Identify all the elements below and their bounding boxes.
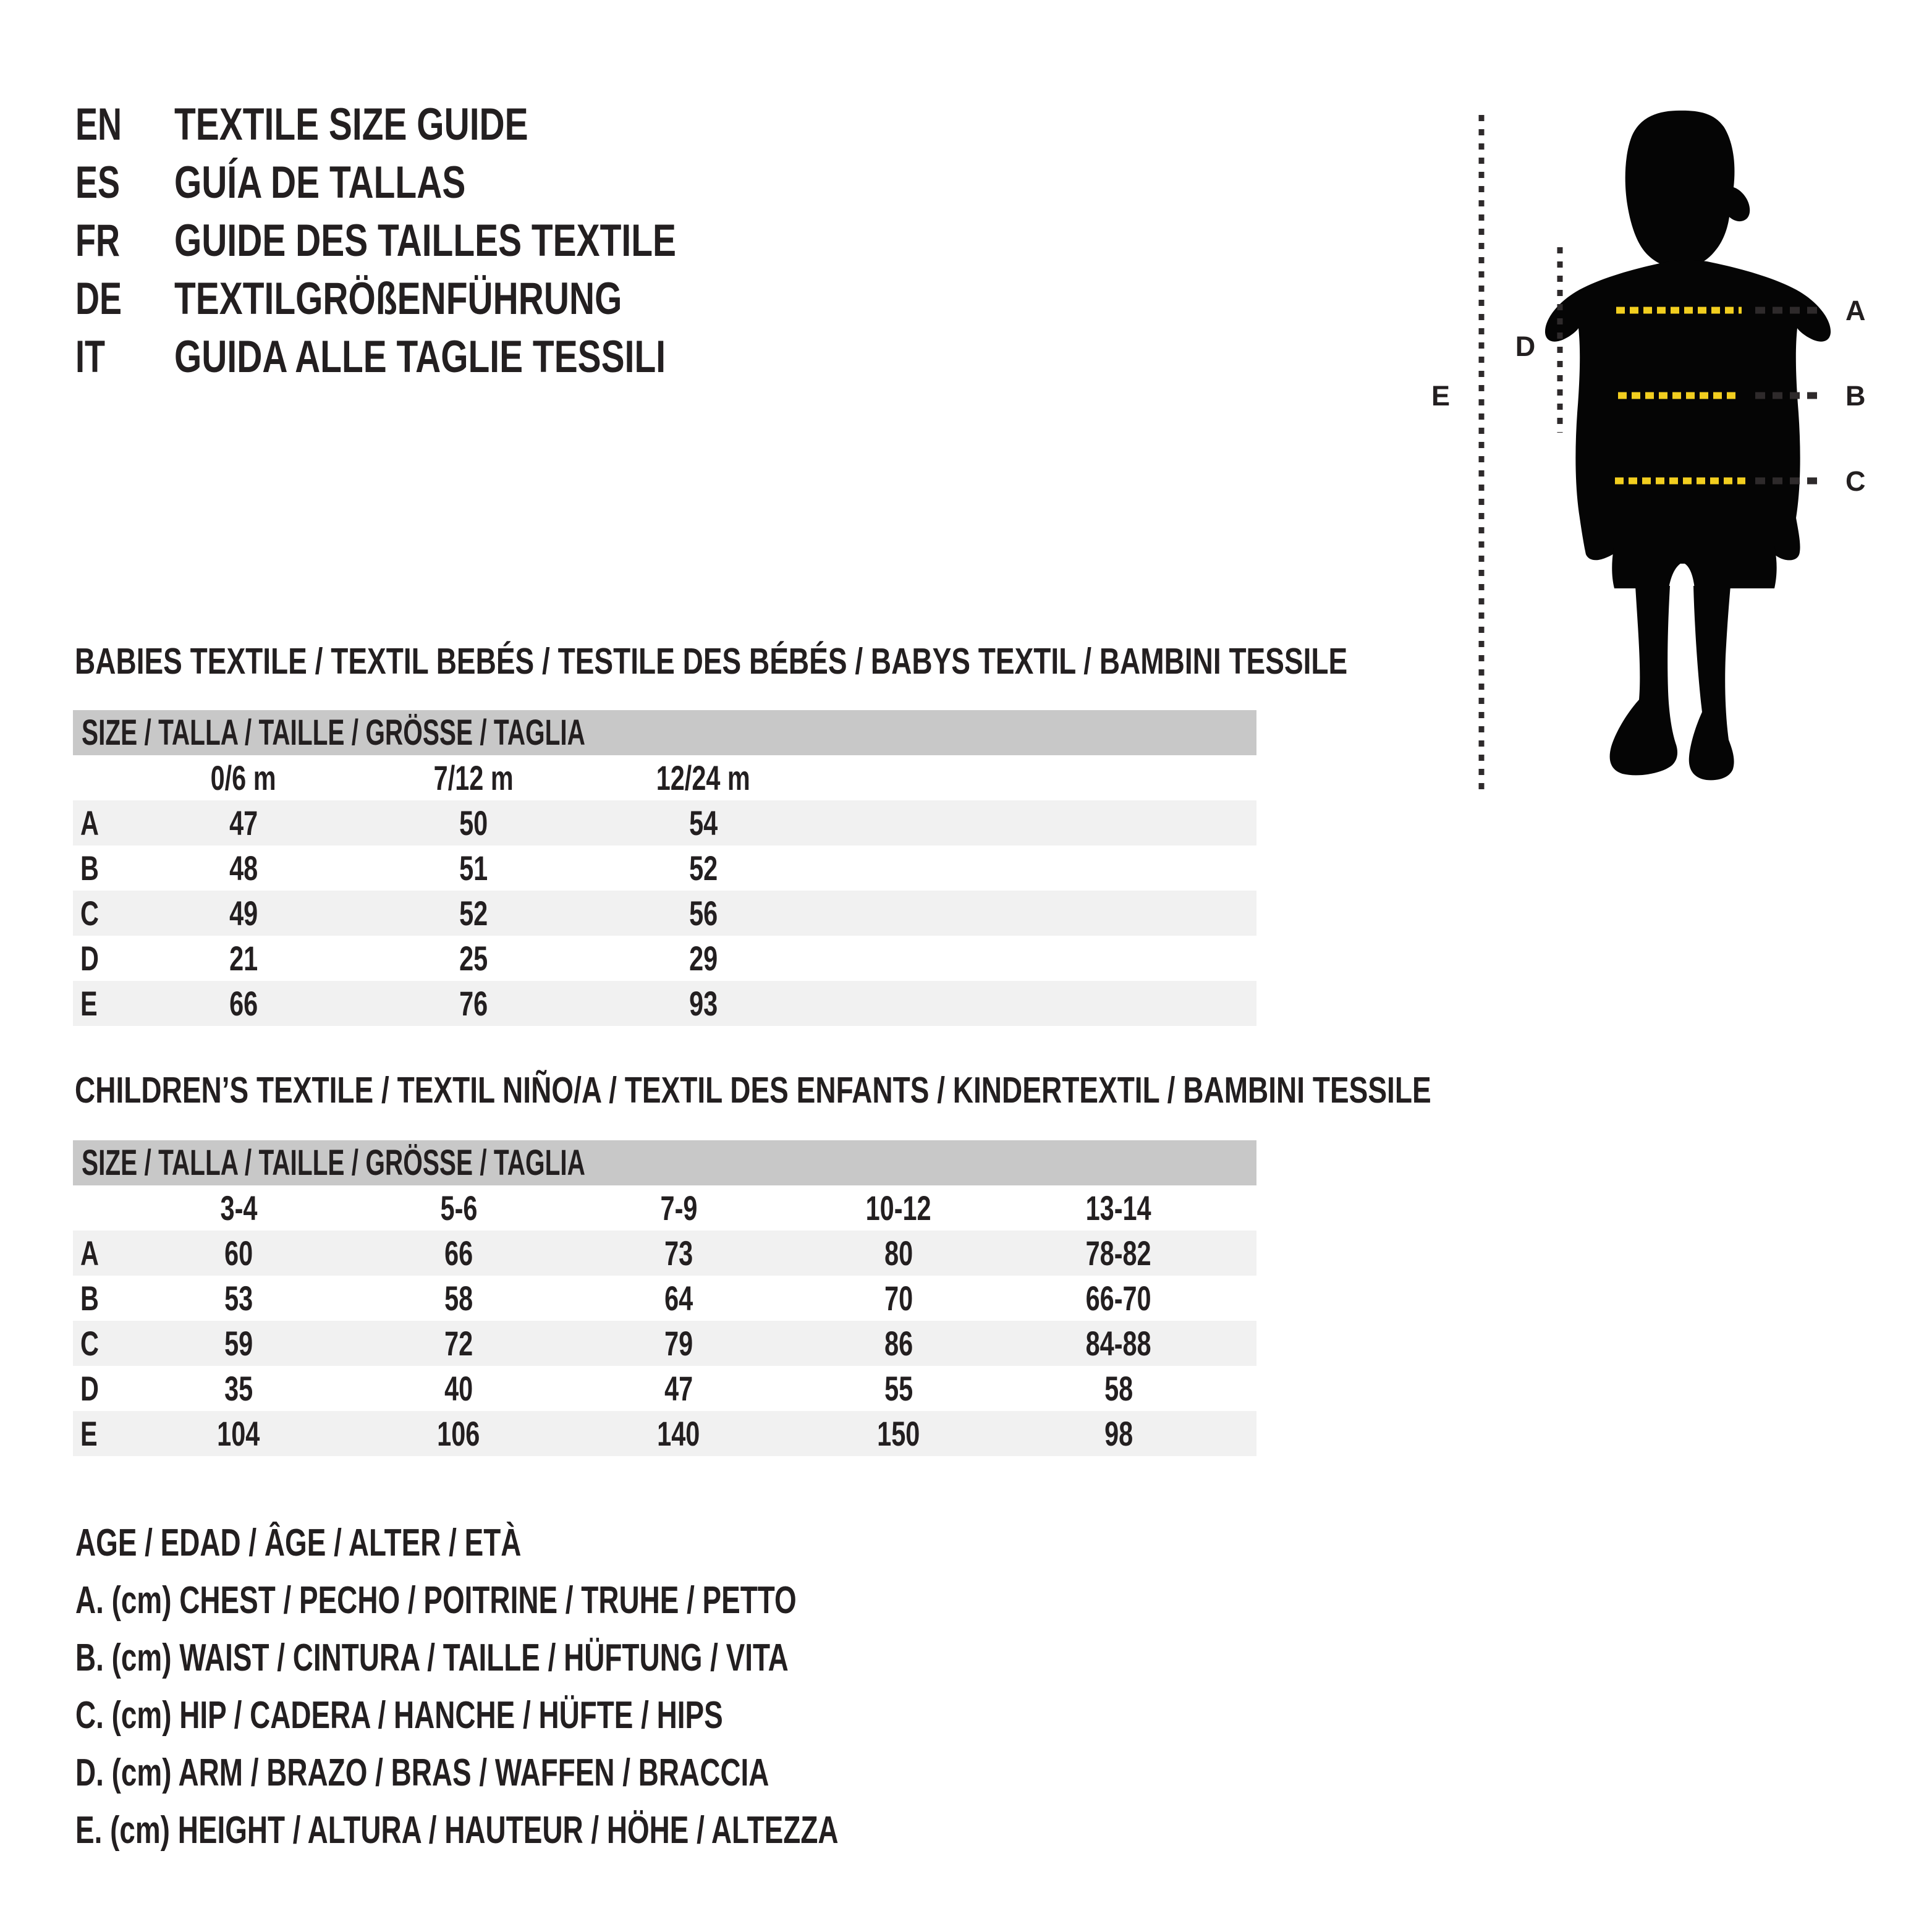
row-label: E bbox=[80, 983, 98, 1023]
child-silhouette-shorts bbox=[1612, 544, 1776, 588]
cell-value: 86 bbox=[884, 1323, 913, 1363]
language-code: IT bbox=[75, 332, 106, 382]
child-silhouette-right-leg bbox=[1689, 586, 1734, 780]
language-code: ES bbox=[75, 158, 121, 208]
cell-value: 21 bbox=[229, 938, 258, 978]
cell-value: 49 bbox=[229, 893, 258, 933]
table-row bbox=[73, 1231, 1256, 1276]
row-label: D bbox=[80, 1368, 99, 1408]
children-size-header-bar bbox=[73, 1140, 1256, 1185]
row-label: D bbox=[80, 938, 99, 978]
cell-value: 47 bbox=[229, 803, 258, 842]
child-silhouette-torso bbox=[1545, 260, 1831, 564]
row-label: B bbox=[80, 1278, 99, 1318]
children-size-header-text: SIZE / TALLA / TAILLE / GRÖSSE / TAGLIA bbox=[82, 1143, 585, 1183]
table-row bbox=[73, 800, 1256, 845]
cell-value: 76 bbox=[459, 983, 488, 1023]
cell-value: 150 bbox=[877, 1413, 920, 1453]
cell-value: 78-82 bbox=[1085, 1233, 1151, 1273]
measure-label-d: D bbox=[1515, 331, 1536, 362]
language-code: EN bbox=[75, 100, 122, 150]
column-header: 5-6 bbox=[440, 1188, 477, 1227]
babies-column-header-row bbox=[73, 755, 1256, 800]
table-row bbox=[73, 1411, 1256, 1456]
measure-label-b: B bbox=[1845, 380, 1866, 412]
cell-value: 50 bbox=[459, 803, 488, 842]
column-header: 13-14 bbox=[1085, 1188, 1151, 1227]
cell-value: 60 bbox=[224, 1233, 253, 1273]
legend-row-age: AGE / EDAD / ÂGE / ALTER / ETÀ bbox=[75, 1522, 522, 1564]
table-row bbox=[73, 891, 1256, 936]
column-header: 3-4 bbox=[220, 1188, 257, 1227]
measure-label-e: E bbox=[1431, 380, 1451, 412]
cell-value: 59 bbox=[224, 1323, 253, 1363]
cell-value: 52 bbox=[688, 848, 718, 888]
row-label: C bbox=[80, 893, 99, 933]
legend-row-hip: C. (cm) HIP / CADERA / HANCHE / HÜFTE / HIPS bbox=[75, 1694, 723, 1737]
column-header: 0/6 m bbox=[211, 758, 276, 797]
language-title: TEXTILE SIZE GUIDE bbox=[174, 100, 528, 150]
table-row bbox=[73, 845, 1256, 891]
cell-value: 48 bbox=[229, 848, 258, 888]
column-header: 12/24 m bbox=[656, 758, 751, 797]
cell-value: 54 bbox=[688, 803, 718, 842]
cell-value: 66-70 bbox=[1085, 1278, 1151, 1318]
cell-value: 47 bbox=[664, 1368, 693, 1408]
legend-row-chest: A. (cm) CHEST / PECHO / POITRINE / TRUHE / PETTO bbox=[75, 1579, 797, 1622]
language-title: TEXTILGRÖßENFÜHRUNG bbox=[174, 274, 622, 324]
cell-value: 25 bbox=[459, 938, 488, 978]
measure-label-c: C bbox=[1845, 465, 1866, 497]
measure-label-a: A bbox=[1845, 295, 1866, 326]
column-header: 7-9 bbox=[660, 1188, 697, 1227]
cell-value: 56 bbox=[688, 893, 718, 933]
cell-value: 104 bbox=[217, 1413, 260, 1453]
cell-value: 58 bbox=[1104, 1368, 1133, 1408]
babies-size-header-bar bbox=[73, 710, 1256, 755]
child-silhouette-head bbox=[1625, 111, 1750, 268]
cell-value: 53 bbox=[224, 1278, 253, 1318]
cell-value: 35 bbox=[224, 1368, 253, 1408]
table-row bbox=[73, 1366, 1256, 1411]
children-column-header-row bbox=[73, 1185, 1256, 1231]
row-label: A bbox=[80, 1233, 99, 1273]
row-label: A bbox=[80, 803, 99, 842]
cell-value: 66 bbox=[444, 1233, 473, 1273]
row-label: C bbox=[80, 1323, 99, 1363]
cell-value: 98 bbox=[1104, 1413, 1133, 1453]
column-header: 10-12 bbox=[865, 1188, 931, 1227]
language-code: DE bbox=[75, 274, 122, 324]
cell-value: 140 bbox=[657, 1413, 700, 1453]
cell-value: 40 bbox=[444, 1368, 473, 1408]
cell-value: 84-88 bbox=[1085, 1323, 1151, 1363]
measurement-diagram bbox=[1421, 87, 1932, 803]
cell-value: 52 bbox=[459, 893, 488, 933]
table-row bbox=[73, 1321, 1256, 1366]
cell-value: 93 bbox=[688, 983, 718, 1023]
cell-value: 29 bbox=[688, 938, 718, 978]
row-label: B bbox=[80, 848, 99, 888]
cell-value: 55 bbox=[884, 1368, 913, 1408]
legend-row-waist: B. (cm) WAIST / CINTURA / TAILLE / HÜFTUNG / VITA bbox=[75, 1637, 789, 1679]
language-title: GUÍA DE TALLAS bbox=[174, 158, 466, 208]
table-row bbox=[73, 936, 1256, 981]
cell-value: 58 bbox=[444, 1278, 473, 1318]
cell-value: 66 bbox=[229, 983, 258, 1023]
cell-value: 72 bbox=[444, 1323, 473, 1363]
children-section-heading: CHILDREN’S TEXTILE / TEXTIL NIÑO/A / TEXTIL DES ENFANTS / KINDERTEXTIL / BAMBINI TESSILE bbox=[75, 1070, 1431, 1111]
cell-value: 106 bbox=[437, 1413, 480, 1453]
child-silhouette-left-leg bbox=[1610, 586, 1677, 775]
language-title: GUIDA ALLE TAGLIE TESSILI bbox=[174, 332, 666, 382]
legend-row-arm: D. (cm) ARM / BRAZO / BRAS / WAFFEN / BRACCIA bbox=[75, 1752, 769, 1794]
babies-size-header-text: SIZE / TALLA / TAILLE / GRÖSSE / TAGLIA bbox=[82, 713, 585, 753]
cell-value: 70 bbox=[884, 1278, 913, 1318]
babies-section-heading: BABIES TEXTILE / TEXTIL BEBÉS / TESTILE DES BÉBÉS / BABYS TEXTIL / BAMBINI TESSILE bbox=[75, 641, 1348, 682]
cell-value: 73 bbox=[664, 1233, 693, 1273]
cell-value: 64 bbox=[664, 1278, 693, 1318]
language-title: GUIDE DES TAILLES TEXTILE bbox=[174, 216, 676, 266]
cell-value: 79 bbox=[664, 1323, 693, 1363]
table-row bbox=[73, 981, 1256, 1026]
column-header: 7/12 m bbox=[433, 758, 514, 797]
legend-row-height: E. (cm) HEIGHT / ALTURA / HAUTEUR / HÖHE / ALTEZZA bbox=[75, 1809, 839, 1852]
row-label: E bbox=[80, 1413, 98, 1453]
cell-value: 51 bbox=[459, 848, 488, 888]
cell-value: 80 bbox=[884, 1233, 913, 1273]
table-row bbox=[73, 1276, 1256, 1321]
language-code: FR bbox=[75, 216, 121, 266]
